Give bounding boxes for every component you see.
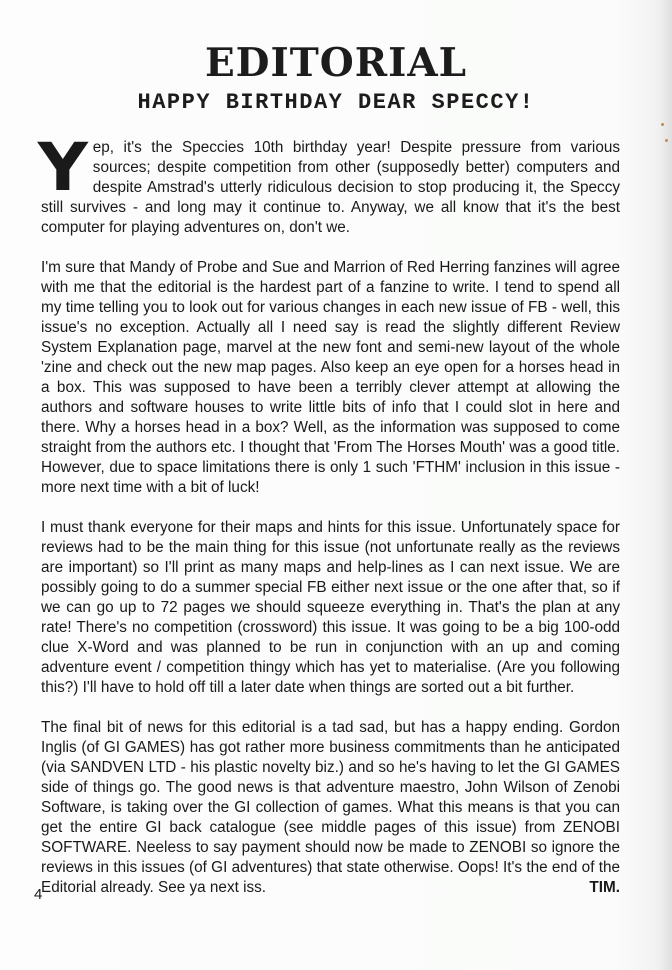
paper-speck xyxy=(661,123,664,126)
paragraph-1-text: ep, it's the Speccies 10th birthday year! Despite pressure from various sources; despite competition from other (supposedly better) computers and despite Amstrad's utterly ridiculous decision to stop producing it, the Speccy still survives - and long may it continue to. Anyway, we all know that it's the best computer for playing adventures on, don't we. xyxy=(41,139,620,236)
drop-cap: Y xyxy=(37,129,88,206)
author-signoff: TIM. xyxy=(589,879,620,896)
paragraph-1 xyxy=(37,129,620,238)
page-edge-shadow xyxy=(660,0,672,970)
page-title: EDITORIAL xyxy=(204,40,468,86)
paragraph-2: I'm sure that Mandy of Probe and Sue and Marrion of Red Herring fanzines will agree with me that the editorial is the hardest part of a fanzine to write. I tend to spend all my time telling you to look out for various changes in each new issue of FB - well, this issue's no exception. Actually all I need say is read the slightly different Review System Explanation page, marvel at the new font and semi-new layout of the whole 'zine and check out the new map pages. Also keep an eye open for a horses head in a box. This was supposed to have been a terribly clever attempt at allowing the authors and software houses to write little bits of info that I could slot in here and there. Why a horses head in a box? Well, as the information was supposed to come straight from the authors etc. I thought that 'From The Horses Mouth' was a good title. However, due to space limitations there is only 1 such 'FTHM' inclusion in this issue - more next time with a bit of luck! xyxy=(41,259,620,496)
editorial-body xyxy=(37,129,620,918)
paragraph-4 xyxy=(41,718,620,898)
paragraph-3: I must thank everyone for their maps and hints for this issue. Unfortunately space for reviews had to be the main thing for this issue (not unfortunate really as the reviews are important) so I'll print as many maps and help-lines as I can next issue. We are possibly going to do a summer special FB either next issue or the one after that, so if we can go up to 72 pages we should squeeze everything in. That's the plan at any rate! There's no competition (crossword) this issue. It was going to be a big 100-odd clue X-Word and was planned to be run in conjunction with an up and coming adventure event / competition thingy which has yet to materialise. (Are you following this?) I'll have to hold off till a later date when things are sorted out a bit further. xyxy=(41,519,620,696)
page-number: 4 xyxy=(34,886,43,903)
page-subtitle: HAPPY BIRTHDAY DEAR SPECCY! xyxy=(137,90,535,115)
paper-speck xyxy=(665,139,668,142)
paragraph-4-text: The final bit of news for this editorial is a tad sad, but has a happy ending. Gordon Inglis (of GI GAMES) has got rather more business commitments than he anticipated (via SANDVEN LTD - his plastic novelty biz.) and so he's having to let the GI GAMES side of things go. The good news is that adventure maestro, John Wilson of Zenobi Software, is taking over the GI collection of games. What this means is that you can get the entire GI back catalogue (see middle pages of this issue) from ZENOBI SOFTWARE. Neeless to say payment should now be made to ZENOBI so ignore the reviews in this issues (of GI adventures) that state otherwise. Oops! It's the end of the Editorial already. See ya next iss. xyxy=(41,719,620,896)
